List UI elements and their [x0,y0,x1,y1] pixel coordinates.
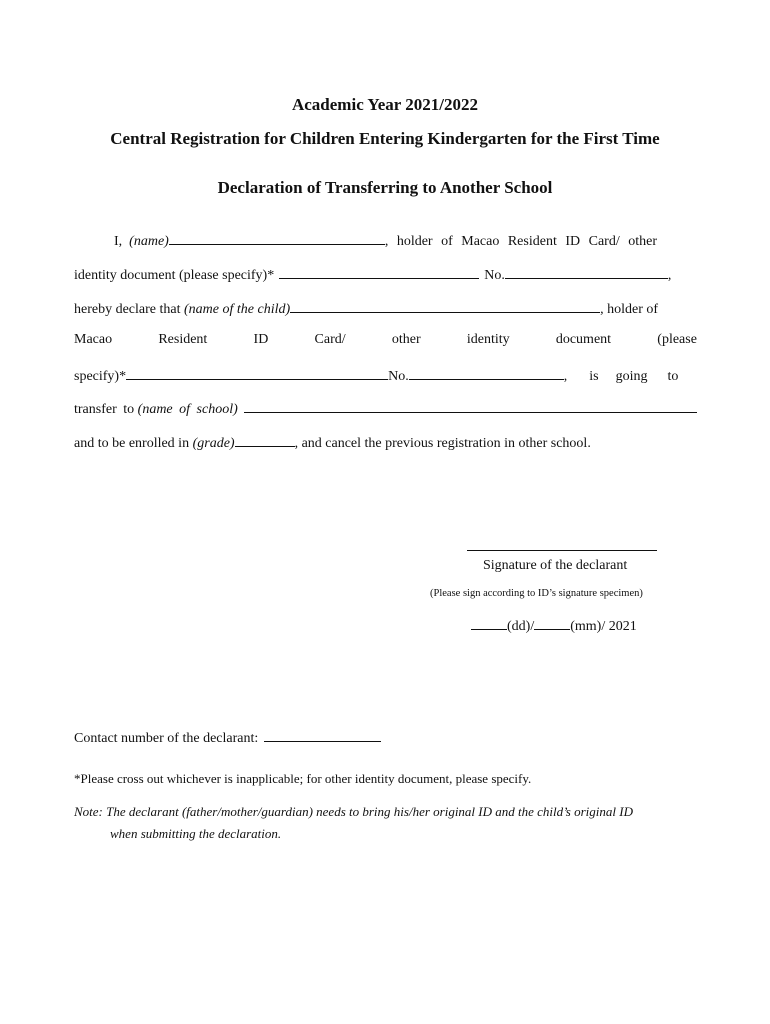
name-label: (name) [129,234,169,249]
mm-year-label: (mm)/ 2021 [570,619,637,634]
transfer-to-text: transfer to [74,402,135,417]
hereby-declare-text: hereby declare that [74,302,181,317]
line4-word: Resident [158,332,208,347]
signature-note: (Please sign according to ID’s signature specimen) [430,588,643,599]
declarant-id-number-field[interactable] [505,265,668,279]
note-line-1: Note: The declarant (father/mother/guardian) needs to bring his/her original ID and the child’s original ID [74,804,633,819]
specify-text: specify)* [74,369,127,384]
line4-word: Card/ [314,332,346,347]
line4-word: document [555,332,612,347]
identity-document-type-field[interactable] [279,265,479,279]
is-text: is [589,369,599,384]
holder-of-text: , holder of [600,302,659,317]
declaration-line-5 [74,366,697,385]
to-text: to [667,369,679,384]
declaration-line-1 [114,231,697,250]
child-identity-document-field[interactable] [126,366,388,380]
declaration-line-3 [74,299,697,318]
grade-field[interactable] [235,433,295,447]
child-name-label: (name of the child) [184,302,291,317]
declaration-line-7 [74,433,591,452]
signature-line[interactable] [467,537,657,551]
footnote: *Please cross out whichever is inapplicable; for other identity document, please specify. [74,771,532,786]
enrolled-in-text: and to be enrolled in [74,436,190,451]
identity-document-text: identity document (please specify)* [74,268,275,283]
form-title: Declaration of Transferring to Another School [217,178,553,197]
declaration-line-2 [74,265,697,284]
line4-word: identity [466,332,510,347]
going-text: going [615,369,648,384]
date-line [471,616,637,635]
line4-word: ID [253,332,269,347]
line4-word: (please [657,332,697,347]
note-line-2: when submitting the declaration. [110,826,282,841]
text-i: I, [114,234,123,249]
child-name-field[interactable] [290,299,600,313]
month-field[interactable] [534,616,570,630]
dd-label: (dd)/ [507,619,535,634]
declarant-name-field[interactable] [169,231,385,245]
program-heading: Central Registration for Children Entering Kindergarten for the First Time [110,129,660,148]
day-field[interactable] [471,616,507,630]
child-id-number-field[interactable] [409,366,564,380]
cancel-registration-text: , and cancel the previous registration in other school. [294,436,591,451]
contact-number-field[interactable] [264,728,381,742]
signature-label: Signature of the declarant [483,558,628,573]
school-name-label: (name of school) [137,402,238,417]
comma-text-2: , [563,369,568,384]
no-label: No. [484,268,505,283]
contact-label: Contact number of the declarant: [74,731,259,746]
school-name-field[interactable] [244,399,697,413]
line4-word: Macao [74,332,113,347]
grade-label: (grade) [192,436,235,451]
academic-year-heading: Academic Year 2021/2022 [291,95,479,114]
line4-word: other [391,332,421,347]
contact-line [74,728,381,747]
child-no-label: No. [388,369,409,384]
holder-text: , holder of Macao Resident ID Card/ other [384,234,657,249]
comma-text: , [667,268,672,283]
declaration-line-4 [74,332,697,348]
declaration-line-6 [74,399,697,418]
